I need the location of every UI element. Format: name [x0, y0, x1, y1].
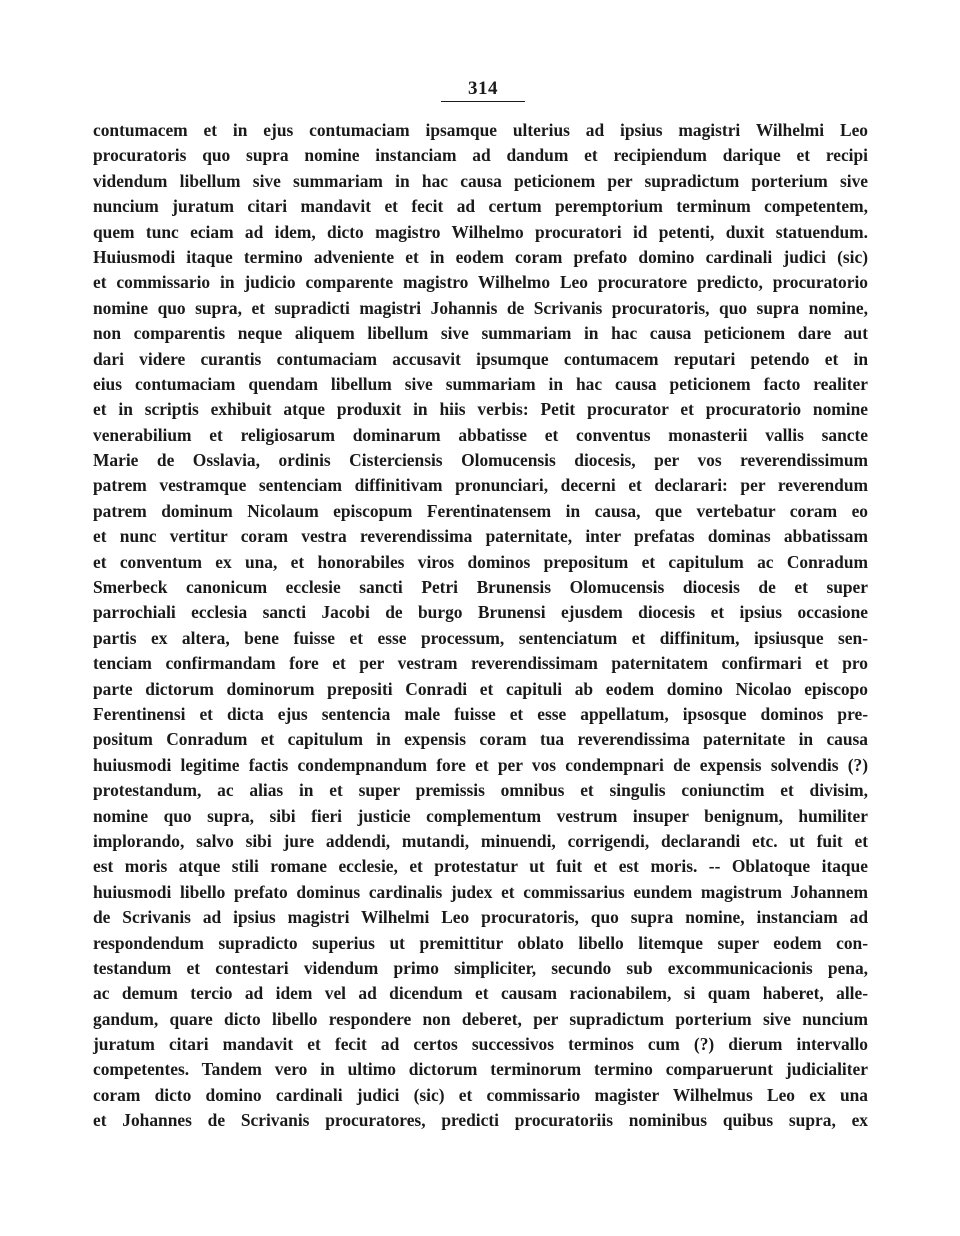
text-line: testandum et contestari videndum primo simpliciter, secundo sub excommunicacionis pena,: [93, 957, 868, 978]
text-line: huiusmodi legitime factis condempnandum fore et per vos condempnari de expensis solvendis (?): [93, 754, 868, 775]
text-line: juratum citari mandavit et fecit ad certos successivos terminos cum (?) dierum intervallo: [93, 1034, 868, 1055]
text-line: de Scrivanis ad ipsius magistri Wilhelmi Leo procuratoris, quo supra nomine, instanciam ad: [93, 907, 868, 928]
text-line: est moris atque stili romane ecclesie, et protestatur ut fuit et est moris. -- Oblatoque itaque: [93, 856, 868, 877]
text-line: Huiusmodi itaque termino adveniente et in eodem coram prefato domino cardinali judici (sic): [93, 246, 868, 267]
text-line: et conventum ex una, et honorabiles viros dominos prepositum et capitulum ac Conradum: [93, 551, 868, 572]
text-line: huiusmodi libello prefato dominus cardinalis judex et commissarius eundem magistrum Johannem: [93, 881, 868, 902]
text-line: et nunc vertitur coram vestra reverendissima paternitate, inter prefatas dominas abbatissam: [93, 526, 868, 547]
text-line: Ferentinensi et dicta ejus sentencia male fuisse et esse appellatum, ipsosque dominos pre-: [93, 703, 868, 724]
text-line: patrem vestramque sentenciam diffinitivam pronunciari, decerni et declarari: per reverendum: [93, 475, 868, 496]
text-line: respondendum supradicto superius ut premittitur oblato libello litemque super eodem con-: [93, 932, 868, 953]
text-line: positum Conradum et capitulum in expensis coram tua reverendissima paternitate in causa: [93, 729, 868, 750]
text-line: nomine quo supra, et supradicti magistri Johannis de Scrivanis procuratoris, quo supra nomine,: [93, 297, 868, 318]
page-number: 314: [468, 78, 498, 99]
text-line: ac demum tercio ad idem vel ad dicendum et causam racionabilem, si quam haberet, alle-: [93, 983, 868, 1004]
text-line: patrem dominum Nicolaum episcopum Ferentinatensem in causa, que vertebatur coram eo: [93, 500, 868, 521]
text-line: parte dictorum dominorum prepositi Conradi et capituli ab eodem domino Nicolao episcopo: [93, 678, 868, 699]
page-number-rule: [441, 101, 525, 102]
text-line: protestandum, ac alias in et super premissis omnibus et singulis coniunctim et divisim,: [93, 780, 868, 801]
text-line: quem tunc eciam ad idem, dicto magistro Wilhelmo procuratori id petenti, duxit statuendum.: [93, 221, 868, 242]
text-line: tenciam confirmandam fore et per vestram reverendissimam paternitatem confirmari et pro: [93, 653, 868, 674]
text-line: competentes. Tandem vero in ultimo dictorum terminorum termino comparuerunt judicialiter: [93, 1059, 868, 1080]
text-line: gandum, quare dicto libello respondere non deberet, per supradictum porterium sive nuncium: [93, 1008, 868, 1029]
text-line: nomine quo supra, sibi fieri justicie complementum vestrum insuper benignum, humiliter: [93, 805, 868, 826]
text-line: videndum libellum sive summariam in hac causa peticionem per supradictum porterium sive: [93, 170, 868, 191]
text-line: procuratoris quo supra nomine instanciam ad dandum et recipiendum darique et recipi: [93, 145, 868, 166]
text-line: nuncium juratum citari mandavit et fecit ad certum peremptorium terminum competentem,: [93, 196, 868, 217]
text-line: eius contumaciam quendam libellum sive summariam in hac causa peticionem facto realiter: [93, 373, 868, 394]
text-line: parrochiali ecclesia sancti Jacobi de burgo Brunensi ejusdem diocesis et ipsius occasione: [93, 602, 868, 623]
text-line: venerabilium et religiosarum dominarum abbatisse et conventus monasterii vallis sancte: [93, 424, 868, 445]
text-line: et in scriptis exhibuit atque produxit in hiis verbis: Petit procurator et procuratorio nomine: [93, 399, 868, 420]
body-text: [93, 118, 868, 1134]
text-line: contumacem et in ejus contumaciam ipsamque ulterius ad ipsius magistri Wilhelmi Leo: [93, 120, 868, 140]
text-line: et commissario in judicio comparente magistro Wilhelmo Leo procuratore predicto, procuratorio: [93, 272, 868, 293]
text-line: implorando, salvo sibi jure addendi, mutandi, minuendi, corrigendi, declarandi etc. ut fuit et: [93, 830, 868, 851]
text-line: dari videre curantis contumaciam accusavit ipsumque contumacem reputari petendo et in: [93, 348, 868, 369]
text-line: non comparentis neque aliquem libellum sive summariam in hac causa peticionem dare aut: [93, 323, 868, 344]
text-line: partis ex altera, bene fuisse et esse processum, sentenciatum et diffinitum, ipsiusque sen-: [93, 627, 868, 648]
text-line: Smerbeck canonicum ecclesie sancti Petri Brunensis Olomucensis diocesis de et super: [93, 577, 868, 598]
text-line: coram dicto domino cardinali judici (sic) et commissario magister Wilhelmus Leo ex una: [93, 1084, 868, 1105]
text-line: et Johannes de Scrivanis procuratores, predicti procuratoriis nominibus quibus supra, ex: [93, 1110, 868, 1131]
text-line: Marie de Osslavia, ordinis Cisterciensis Olomucensis diocesis, per vos reverendissimum: [93, 450, 868, 471]
